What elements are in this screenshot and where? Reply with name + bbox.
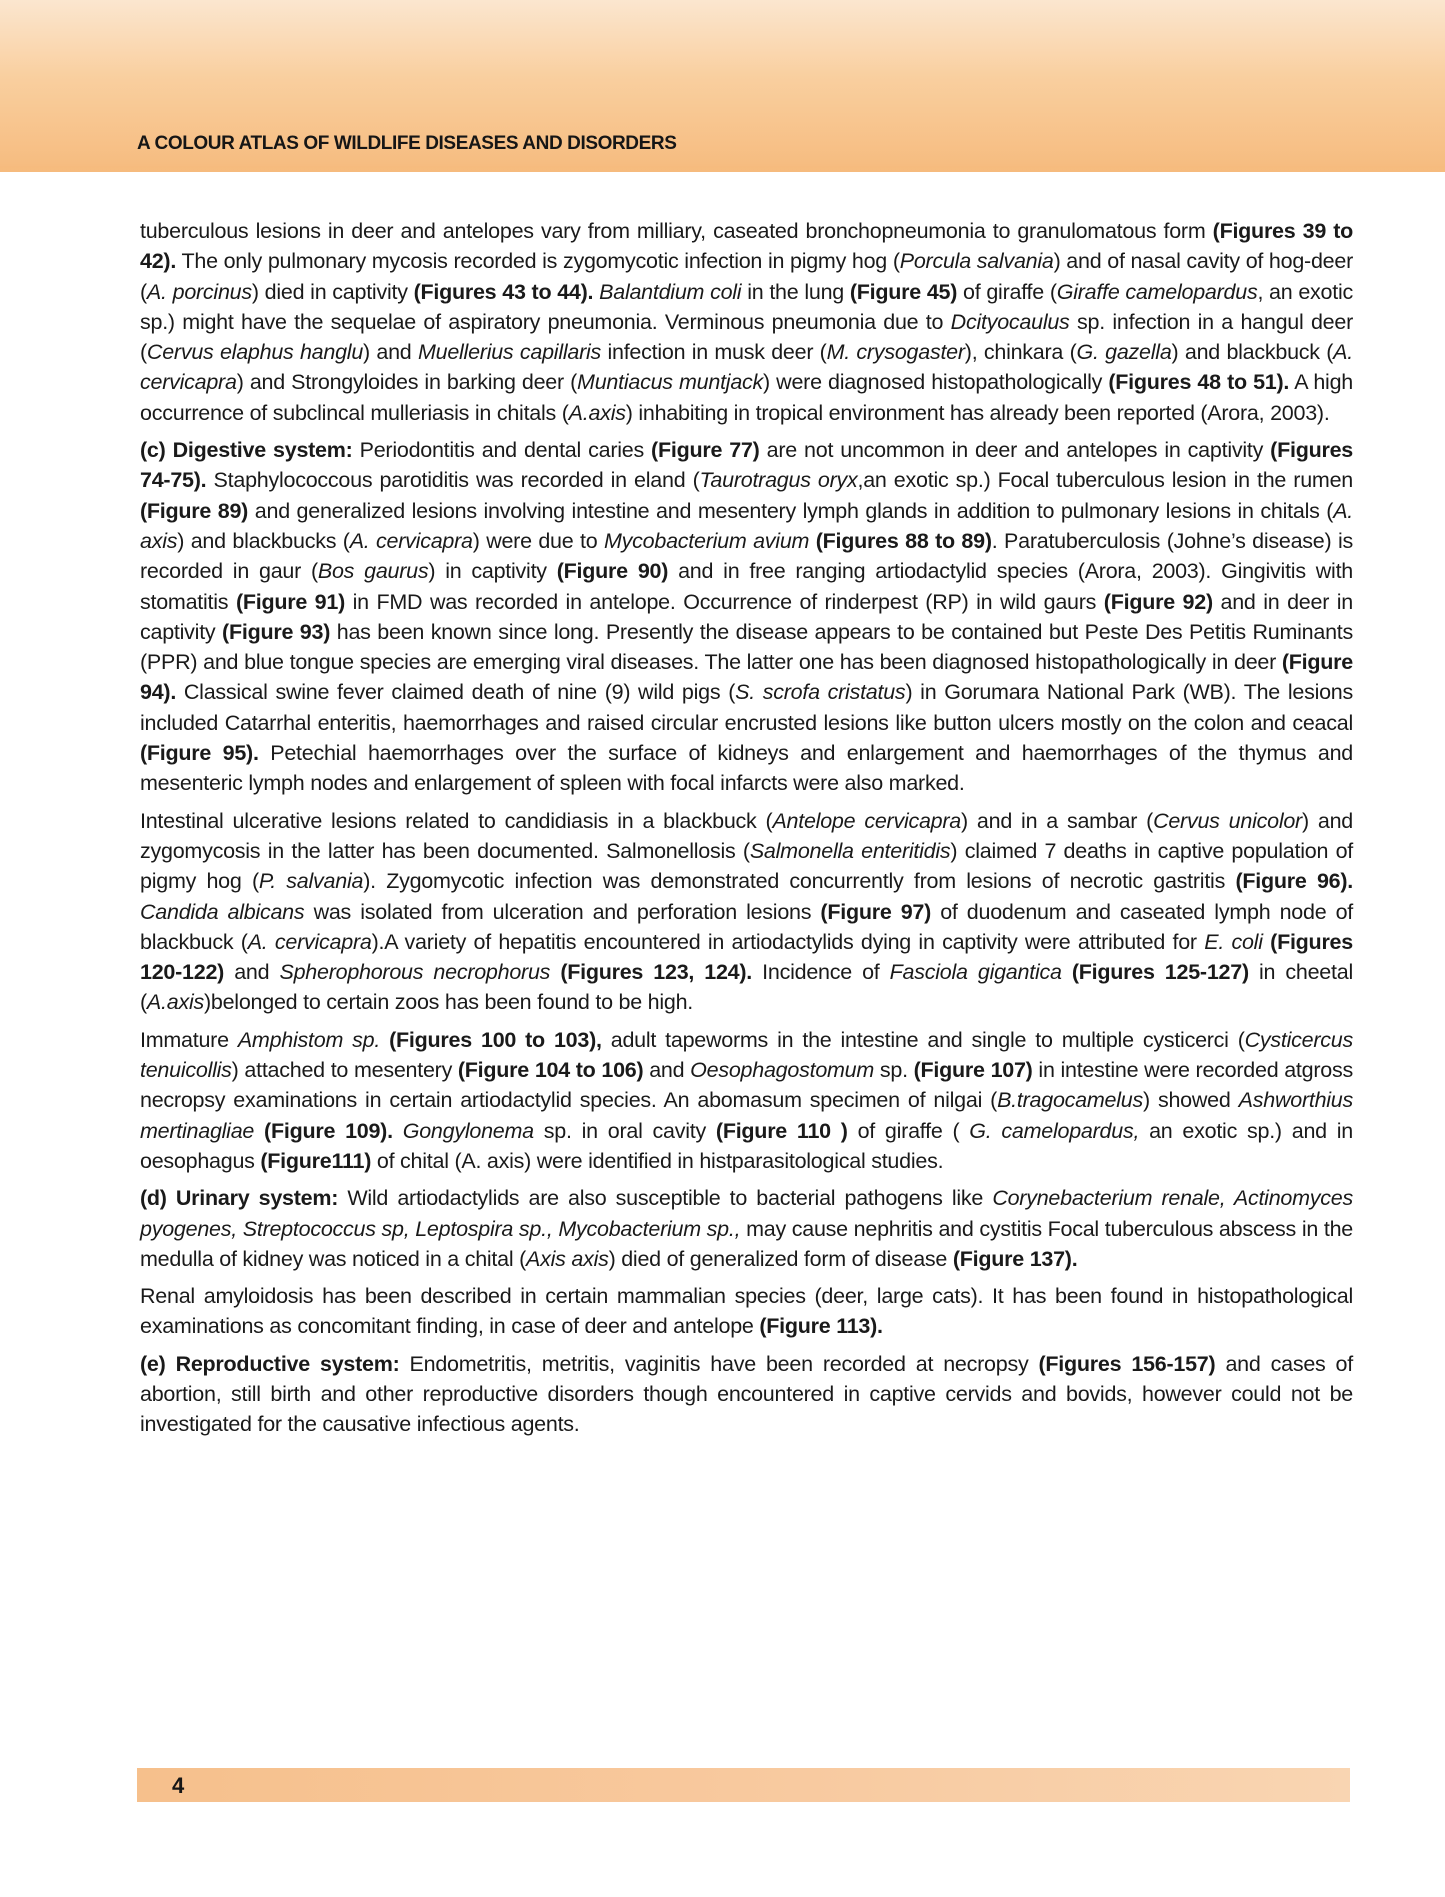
italic-text-run: Muellerius capillaris [417, 340, 602, 365]
text-run: sp. [874, 1058, 914, 1083]
italic-text-run: A. cervicapra [349, 528, 473, 553]
text-run: Periodontitis and dental caries [352, 438, 652, 463]
italic-text-run: Corynebacterium renale, Actinomyces pyogenes, Streptococcus sp, Leptospira sp., Mycobacterium sp., [140, 1186, 1353, 1241]
text-run: ,an exotic sp.) Focal tuberculous lesion in the rumen [857, 468, 1353, 493]
bold-text-run: (Figure 110 ) [715, 1118, 848, 1143]
footer-band [137, 1768, 1350, 1802]
text-run: was isolated from ulceration and perforation lesions [304, 899, 821, 924]
bold-text-run: (Figure 97) [820, 899, 932, 924]
text-run: ) and Strongyloides in barking deer ( [236, 370, 578, 395]
italic-text-run: M. crysogaster [826, 340, 965, 365]
bold-text-run: (Figure 90) [556, 559, 669, 584]
body-paragraph [140, 806, 1353, 1018]
italic-text-run: Axis axis [526, 1246, 609, 1271]
text-run: ), chinkara ( [964, 340, 1077, 365]
text-run: ) in Gorumara National Park (WB). The lesions included Catarrhal enteritis, haemorrhages and raised circular encrusted lesions like button ulcers mostly on the colon and ceacal [140, 680, 1354, 735]
text-run: Staphylococcous parotiditis was recorded in eland ( [206, 468, 700, 493]
italic-text-run: Candida albicans [140, 899, 305, 924]
text-run: Petechial haemorrhages over the surface of kidneys and enlargement and haemorrhages of the thymus and mesenteric lymph nodes and enlargement of spleen with focal infarcts were also marked. [140, 741, 1353, 796]
italic-text-run: Cervus elaphus hanglu [146, 340, 364, 365]
body-paragraph [140, 1025, 1353, 1176]
italic-text-run: Balantdium coli [599, 279, 742, 304]
text-run: and [224, 960, 280, 985]
text-run: in cheetal ( [140, 960, 1353, 1015]
bold-text-run: (Figure 109). [264, 1118, 393, 1143]
italic-text-run: Taurotragus oryx [699, 468, 858, 493]
bold-text-run: (Figure 95). [140, 741, 259, 766]
text-run [380, 1028, 389, 1052]
text-run: and in deer in captivity [140, 589, 1353, 644]
text-run: ) and blackbuck ( [1171, 340, 1334, 365]
bold-text-run: (Figures 88 to 89) [815, 528, 992, 553]
text-run: Wild artiodactylids are also susceptible to bacterial pathogens like [338, 1186, 993, 1211]
text-run: , an exotic sp.) might have the sequelae of aspiratory pneumonia. Verminous pneumonia due to [140, 279, 1353, 334]
italic-text-run: A. axis [140, 498, 1354, 553]
text-run: ) showed [1142, 1088, 1239, 1113]
text-run: infection in musk deer ( [601, 340, 827, 365]
text-run: and cases of abortion, still birth and other reproductive disorders though encountered in captive cervids and bovids, however could not be investigated for the causative infectious agents. [140, 1351, 1353, 1437]
body-paragraph [140, 435, 1353, 799]
text-run [1062, 960, 1072, 984]
italic-text-run: A.axis [568, 400, 626, 425]
text-run: in the lung [741, 279, 850, 304]
text-run: The only pulmonary mycosis recorded is zygomycotic infection in pigmy hog ( [176, 249, 900, 274]
body-paragraph [140, 1183, 1353, 1274]
italic-text-run: Antelope cervicapra [772, 808, 962, 833]
body-text [140, 216, 1353, 1447]
text-run: ) were due to [472, 528, 605, 553]
bold-text-run: (Figures 39 to 42). [140, 219, 1354, 274]
text-run: and generalized lesions involving intestine and mesentery lymph glands in addition to pulmonary lesions in chitals ( [248, 498, 1334, 523]
text-run: ) and in a sambar ( [961, 808, 1154, 833]
italic-text-run: G. camelopardus, [969, 1118, 1140, 1143]
bold-text-run: (Figures 125-127) [1071, 960, 1249, 985]
italic-text-run: Cervus unicolor [1153, 808, 1302, 833]
text-run: ) in captivity [428, 559, 557, 584]
bold-text-run: (Figure 77) [651, 438, 760, 463]
text-run: ).A variety of hepatitis encountered in artiodactylids dying in captivity were attributed for [371, 929, 1205, 954]
italic-text-run: Salmonella enteritidis [749, 838, 951, 863]
italic-text-run: B.tragocamelus [997, 1088, 1143, 1113]
text-run: of duodenum and caseated lymph node of blackbuck ( [140, 899, 1354, 954]
italic-text-run: A. cervicapra [140, 340, 1353, 395]
italic-text-run: Ashworthius mertinagliae [140, 1088, 1354, 1143]
text-run: ) inhabiting in tropical environment has already been reported (Arora, 2003). [625, 400, 1330, 425]
text-run: Immature [140, 1027, 238, 1052]
italic-text-run: Porcula salvania [899, 249, 1054, 274]
italic-text-run: Spherophorous necrophorus [279, 960, 551, 985]
text-run: adult tapeworms in the intestine and single to multiple cysticerci ( [601, 1027, 1245, 1052]
text-run: ) died of generalized form of disease [608, 1246, 953, 1271]
text-run: sp. infection in a hangul deer ( [140, 309, 1353, 365]
body-paragraph [140, 1349, 1353, 1440]
italic-text-run: G. gazella [1076, 340, 1172, 365]
bold-text-run: (Figure 45) [849, 279, 958, 304]
text-run: of giraffe ( [847, 1118, 970, 1143]
bold-text-run: (c) Digestive system: [140, 438, 353, 463]
text-run [393, 1119, 403, 1143]
bold-text-run: (Figure 92) [1103, 589, 1213, 614]
text-run: and in free ranging artiodactylid species (Arora, 2003). Gingivitis with stomatitis [140, 559, 1353, 614]
italic-text-run: Muntiacus muntjack [577, 370, 764, 395]
bold-text-run: (Figure 94). [140, 650, 1353, 705]
italic-text-run: Fasciola gigantica [889, 960, 1062, 985]
italic-text-run: A. cervicapra [247, 929, 372, 954]
italic-text-run: P. salvania [258, 869, 364, 894]
body-paragraph [140, 216, 1353, 428]
bold-text-run: (Figures 48 to 51). [1108, 370, 1290, 395]
text-run: A high occurrence of subclincal mulleriasis in chitals ( [140, 370, 1353, 425]
text-run: ) claimed 7 deaths in captive population of pigmy hog ( [140, 838, 1354, 894]
text-run: may cause nephritis and cystitis Focal tuberculous abscess in the medulla of kidney was noticed in a chital ( [140, 1216, 1353, 1271]
italic-text-run: A. porcinus [146, 279, 252, 304]
italic-text-run: S. scrofa cristatus [735, 680, 906, 705]
text-run: ) were diagnosed histopathologically [763, 370, 1109, 395]
bold-text-run: (Figures 43 to 44). [413, 279, 594, 304]
bold-text-run: (Figure111) [260, 1148, 372, 1173]
text-run: ) attached to mesentery [231, 1058, 458, 1083]
text-run: has been known since long. Presently the disease appears to be contained but Peste Des Petitis Ruminants (PPR) and blue tongue species are emerging viral diseases. The latter one has been diagnosed histopathologically in deer [140, 619, 1353, 675]
bold-text-run: (Figures 74-75). [140, 438, 1353, 493]
italic-text-run: Amphistom sp. [237, 1027, 381, 1052]
text-run [254, 1119, 264, 1143]
bold-text-run: (Figure 93) [222, 619, 331, 644]
italic-text-run: Cysticercus tenuicollis [140, 1027, 1354, 1083]
text-run: Intestinal ulcerative lesions related to candidiasis in a blackbuck ( [140, 808, 773, 833]
italic-text-run: A.axis [146, 990, 204, 1015]
text-run: Incidence of [752, 960, 890, 985]
text-run: and [643, 1058, 691, 1083]
bold-text-run: (Figure 137). [952, 1246, 1078, 1271]
italic-text-run: Bos gaurus [317, 559, 429, 584]
text-run: ) and of nasal cavity of hog-deer ( [140, 249, 1353, 304]
italic-text-run: Dcityocaulus [950, 309, 1070, 334]
bold-text-run: (Figure 96). [1235, 869, 1353, 894]
text-run: in FMD was recorded in antelope. Occurrence of rinderpest (RP) in wild gaurs [345, 589, 1104, 614]
text-run: ) and blackbucks ( [177, 528, 350, 553]
text-run: ). Zygomycotic infection was demonstrated concurrently from lesions of necrotic gastritis [363, 869, 1236, 894]
text-run: ) died in captivity [251, 279, 414, 304]
text-run: tuberculous lesions in deer and antelopes vary from milliary, caseated bronchopneumonia to granulomatous form [140, 219, 1213, 243]
text-run: sp. in oral cavity [533, 1118, 716, 1143]
bold-text-run: (Figure 91) [235, 589, 345, 614]
bold-text-run: (Figures 156-157) [1038, 1351, 1216, 1376]
bold-text-run: (e) Reproductive system: [140, 1351, 400, 1376]
text-run [550, 960, 560, 984]
italic-text-run: Oesophagostomum [690, 1058, 875, 1083]
bold-text-run: (Figure 107) [913, 1058, 1033, 1083]
running-head-title: A COLOUR ATLAS OF WILDLIFE DISEASES AND DISORDERS [137, 133, 677, 154]
bold-text-run: (Figure 89) [140, 498, 249, 523]
text-run: an exotic sp.) and in oesophagus [140, 1118, 1354, 1173]
bold-text-run: (Figures 120-122) [140, 929, 1353, 985]
text-run: Classical swine fever claimed death of nine (9) wild pigs ( [176, 680, 736, 705]
page-number: 4 [172, 1773, 185, 1798]
text-run: Endometritis, metritis, vaginitis have been recorded at necropsy [399, 1351, 1039, 1376]
text-run: in intestine were recorded atgross necropsy examinations in certain artiodactylid species. An abomasum specimen of nilgai ( [140, 1058, 1353, 1113]
italic-text-run: Gongylonema [402, 1118, 534, 1143]
bold-text-run: (d) Urinary system: [140, 1186, 339, 1211]
bold-text-run: (Figure 113). [759, 1314, 883, 1339]
text-run: ) and zygomycosis in the latter has been documented. Salmonellosis ( [140, 808, 1353, 863]
bold-text-run: (Figures 123, 124). [560, 960, 753, 985]
italic-text-run: Giraffe camelopardus [1056, 279, 1258, 304]
text-run: Renal amyloidosis has been described in certain mammalian species (deer, large cats). It has been found in histopathological examinations as concomitant finding, in case of deer and antelope [140, 1284, 1353, 1339]
text-run: of chital (A. axis) were identified in histparasitological studies. [371, 1148, 944, 1173]
text-run: )belonged to certain zoos has been found to be high. [203, 990, 694, 1015]
text-run: . Paratuberculosis (Johne’s disease) is recorded in gaur ( [140, 528, 1353, 584]
bold-text-run: (Figures 100 to 103), [389, 1027, 602, 1052]
bold-text-run: (Figure 104 to 106) [457, 1058, 644, 1083]
text-run: are not uncommon in deer and antelopes in captivity [759, 438, 1271, 463]
text-run: ) and [363, 340, 418, 365]
italic-text-run: E. coli [1204, 929, 1263, 954]
italic-text-run: Mycobacterium avium [604, 528, 810, 553]
text-run: of giraffe ( [957, 279, 1057, 304]
body-paragraph [140, 1281, 1353, 1342]
